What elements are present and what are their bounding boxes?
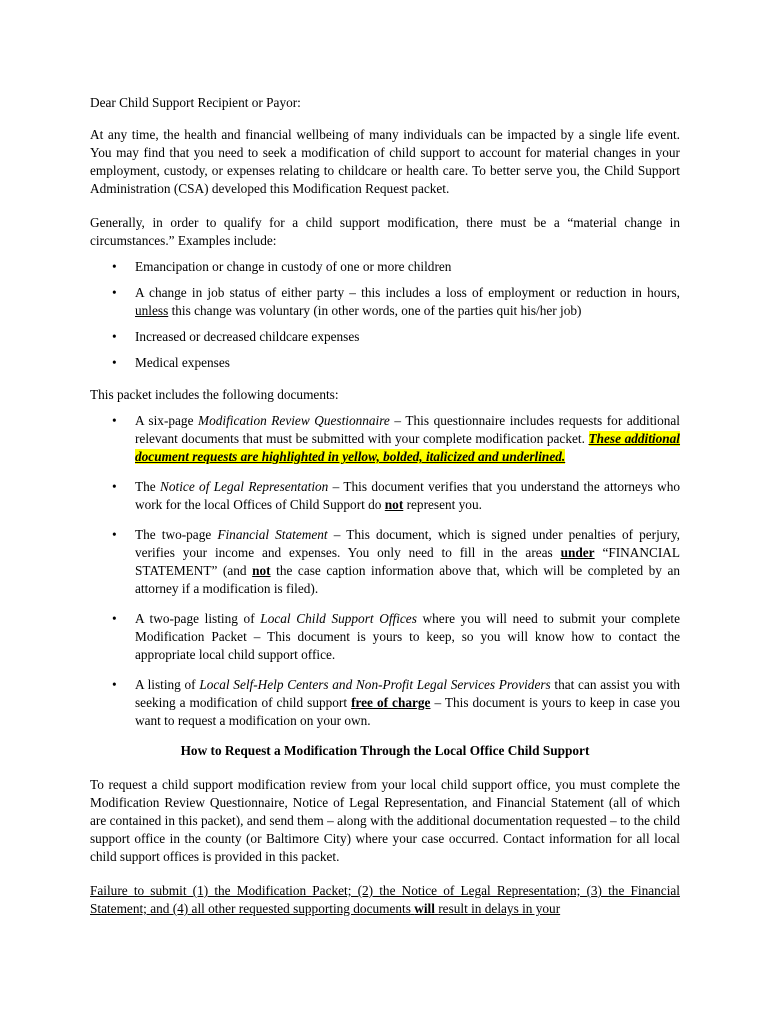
request-paragraph: To request a child support modification review from your local child support office, you must complete the Modification Review Questionnaire, Notice of Legal Representation, and Financial Statement (all of which are contained in this packet), and send them – along with the additional documentation requested – to the child support office in the county (or Baltimore City) where your case occurred. Contact information for all local child support offices is provided in this packet. <box>90 777 680 864</box>
list-item: • The two-page Financial Statement – This document, which is signed under penalties of perjury, verifies your income and expenses. You only need to fill in the areas under “FINANCIAL STATEMENT” (and not the case caption information above that, which will be completed by an attorney if a modification is filed). <box>90 526 680 598</box>
documents-list <box>90 412 680 730</box>
salutation: Dear Child Support Recipient or Payor: <box>90 95 301 110</box>
examples-list <box>90 258 680 372</box>
section-heading: How to Request a Modification Through the Local Office Child Support <box>180 743 590 758</box>
highlighted-note: These additional document requests are highlighted in yellow, bolded, italicized and underlined. <box>135 431 681 464</box>
list-item: • Increased or decreased childcare expenses <box>90 328 680 346</box>
list-item: • A six-page Modification Review Questionnaire – This questionnaire includes requests for additional relevant documents that must be submitted with your complete modification packet. These additional document requests are highlighted in yellow, bolded, italicized and underlined. <box>90 412 680 466</box>
list-item: • The Notice of Legal Representation – This document verifies that you understand the attorneys who work for the local Offices of Child Support do not represent you. <box>90 478 680 514</box>
list-item: • A change in job status of either party – this includes a loss of employment or reduction in hours, unless this change was voluntary (in other words, one of the parties quit his/her job) <box>90 284 680 320</box>
packet-intro: This packet includes the following documents: <box>90 387 339 402</box>
qualify-paragraph: Generally, in order to qualify for a child support modification, there must be a “material change in circumstances.” Examples include: <box>90 215 680 248</box>
list-item: • A two-page listing of Local Child Support Offices where you will need to submit your complete Modification Packet – This document is yours to keep, so you will know how to contact the appropriate local child support office. <box>90 610 680 664</box>
list-item: • A listing of Local Self-Help Centers and Non-Profit Legal Services Providers that can assist you with seeking a modification of child support free of charge – This document is yours to keep in case you want to request a modification on your own. <box>90 676 680 730</box>
list-item: • Emancipation or change in custody of one or more children <box>90 258 680 276</box>
intro-paragraph: At any time, the health and financial wellbeing of many individuals can be impacted by a single life event. You may find that you need to seek a modification of child support to account for material changes in your employment, custody, or expenses relating to childcare or health care. To better serve you, the Child Support Administration (CSA) developed this Modification Request packet. <box>90 127 680 196</box>
list-item: • Medical expenses <box>90 354 680 372</box>
warning-paragraph: Failure to submit (1) the Modification Packet; (2) the Notice of Legal Representation; (3) the Financial Statement; and (4) all other requested supporting documents will result in delays in your <box>90 883 680 916</box>
